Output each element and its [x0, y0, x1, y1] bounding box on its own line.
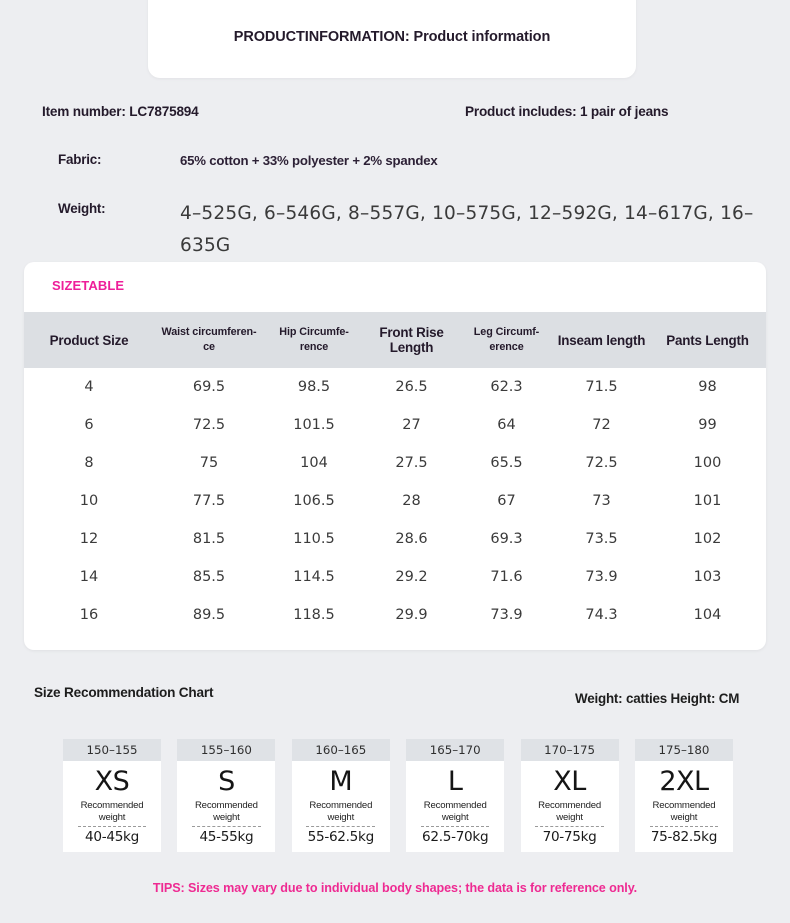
- product-information-title: PRODUCTINFORMATION: Product information: [233, 29, 551, 45]
- weight-value: 4–525G, 6–546G, 8–557G, 10–575G, 12–592G, 14–617G, 16–635G: [180, 203, 754, 256]
- size-table-column-header: Pants Length: [666, 332, 749, 348]
- dashed-divider: [535, 826, 604, 827]
- table-row: [24, 596, 766, 634]
- measurement-cell: 64: [497, 417, 516, 433]
- measurement-cell: 69.5: [192, 379, 226, 395]
- size-cell: 10: [79, 493, 99, 509]
- measurement-cell: 72.5: [192, 417, 226, 433]
- measurement-cell: 102: [693, 531, 722, 547]
- measurement-cell: 67: [497, 493, 516, 509]
- measurement-cell: 77.5: [192, 493, 226, 509]
- size-letter-label: M: [329, 766, 353, 797]
- size-card-body: [635, 761, 733, 852]
- measurement-cell: 26.5: [395, 379, 428, 395]
- size-table-head: [24, 312, 766, 368]
- measurement-cell: 104: [693, 607, 722, 623]
- measurement-cell: 72: [592, 417, 611, 433]
- recommended-weight-value: 40-45kg: [85, 829, 139, 845]
- size-letter-label: L: [447, 766, 463, 797]
- dashed-divider: [192, 826, 261, 827]
- table-row: [24, 444, 766, 482]
- measurement-cell: 29.9: [395, 607, 428, 623]
- table-row: [24, 406, 766, 444]
- measurement-cell: 98: [698, 379, 717, 395]
- recommended-weight-label: Recommended weight: [423, 800, 487, 823]
- measurement-cell: 100: [693, 455, 722, 471]
- size-card-body: [406, 761, 504, 852]
- measurement-cell: 118.5: [293, 607, 335, 623]
- height-range-label: 160–165: [292, 739, 390, 761]
- size-recommendation-card: [406, 739, 504, 852]
- size-cell: 14: [79, 569, 99, 585]
- dashed-divider: [78, 826, 147, 827]
- measurement-cell: 81.5: [192, 531, 226, 547]
- size-recommendation-card: [521, 739, 619, 852]
- measurement-cell: 106.5: [293, 493, 335, 509]
- measurement-cell: 110.5: [293, 531, 335, 547]
- table-row: [24, 558, 766, 596]
- table-row: [24, 368, 766, 406]
- size-card-body: [63, 761, 161, 852]
- recommended-weight-value: 62.5-70kg: [422, 829, 489, 845]
- measurement-cell: 72.5: [585, 455, 618, 471]
- size-recommendation-cards: [63, 739, 733, 852]
- measurement-cell: 27: [402, 417, 421, 433]
- weight-label: Weight:: [58, 201, 106, 216]
- measurement-cell: 73: [592, 493, 611, 509]
- product-meta-row: [0, 104, 790, 128]
- measurement-cell: 73.5: [585, 531, 618, 547]
- size-table-column-header: Hip Circumfe-rence: [279, 326, 349, 353]
- height-range-label: 165–170: [406, 739, 504, 761]
- recommended-weight-label: Recommended weight: [309, 800, 373, 823]
- height-range-label: 150–155: [63, 739, 161, 761]
- dashed-divider: [650, 826, 719, 827]
- size-cell: 16: [79, 607, 99, 623]
- size-cell: 12: [79, 531, 99, 547]
- item-number-text: Item number: LC7875894: [42, 104, 199, 119]
- measurement-cell: 101: [693, 493, 722, 509]
- size-recommendation-title: Size Recommendation Chart: [34, 685, 214, 700]
- size-table: [24, 312, 766, 634]
- measurement-cell: 62.3: [490, 379, 523, 395]
- size-card-body: [177, 761, 275, 852]
- size-cell: 4: [84, 379, 94, 395]
- size-table-column-header: Leg Circumf-erence: [473, 326, 540, 353]
- measurement-cell: 69.3: [490, 531, 523, 547]
- recommended-weight-value: 55-62.5kg: [307, 829, 374, 845]
- measurement-cell: 103: [693, 569, 722, 585]
- recommended-weight-label: Recommended weight: [80, 800, 144, 823]
- measurement-cell: 74.3: [585, 607, 618, 623]
- size-table-column-header: Product Size: [49, 332, 129, 348]
- height-range-label: 155–160: [177, 739, 275, 761]
- size-recommendation-units: Weight: catties Height: CM: [575, 691, 740, 706]
- recommended-weight-value: 45-55kg: [199, 829, 254, 845]
- dashed-divider: [421, 826, 490, 827]
- size-letter-label: 2XL: [659, 766, 709, 797]
- product-includes-text: Product includes: 1 pair of jeans: [465, 104, 669, 119]
- size-table-column-header: Front Rise Length: [379, 325, 444, 355]
- recommended-weight-value: 75-82.5kg: [650, 829, 718, 845]
- measurement-cell: 29.2: [395, 569, 428, 585]
- size-cell: 6: [84, 417, 94, 433]
- recommended-weight-label: Recommended weight: [652, 800, 716, 823]
- size-cell: 8: [84, 455, 94, 471]
- measurement-cell: 71.6: [490, 569, 523, 585]
- measurement-cell: 65.5: [490, 455, 523, 471]
- size-recommendation-card: [292, 739, 390, 852]
- product-information-card: [148, 0, 636, 78]
- size-recommendation-card: [635, 739, 733, 852]
- measurement-cell: 28.6: [395, 531, 428, 547]
- measurement-cell: 73.9: [490, 607, 523, 623]
- table-row: [24, 482, 766, 520]
- recommended-weight-value: 70-75kg: [542, 829, 597, 845]
- recommended-weight-label: Recommended weight: [538, 800, 601, 823]
- measurement-cell: 114.5: [293, 569, 335, 585]
- measurement-cell: 28: [402, 493, 421, 509]
- fabric-row: [0, 152, 790, 174]
- size-table-header-row: [24, 312, 766, 368]
- size-table-body: [24, 368, 766, 634]
- measurement-cell: 85.5: [192, 569, 226, 585]
- measurement-cell: 73.9: [585, 569, 618, 585]
- tips-text: TIPS: Sizes may vary due to individual body shapes; the data is for reference only.: [152, 881, 638, 895]
- size-letter-label: S: [218, 766, 235, 797]
- size-table-column-header: Waist circumferen-ce: [161, 326, 257, 353]
- size-table-column-header: Inseam length: [557, 332, 646, 348]
- size-card-body: [521, 761, 619, 852]
- measurement-cell: 75: [199, 455, 219, 471]
- measurement-cell: 99: [698, 417, 717, 433]
- measurement-cell: 89.5: [192, 607, 226, 623]
- table-row: [24, 520, 766, 558]
- measurement-cell: 71.5: [585, 379, 618, 395]
- measurement-cell: 98.5: [297, 379, 331, 395]
- height-range-label: 170–175: [521, 739, 619, 761]
- recommended-weight-label: Recommended weight: [194, 800, 258, 823]
- size-table-title: SIZETABLE: [52, 278, 125, 293]
- size-letter-label: XL: [553, 766, 586, 797]
- height-range-label: 175–180: [635, 739, 733, 761]
- size-recommendation-card: [177, 739, 275, 852]
- measurement-cell: 104: [300, 455, 328, 471]
- dashed-divider: [306, 826, 375, 827]
- size-recommendation-card: [63, 739, 161, 852]
- fabric-value: 65% cotton + 33% polyester + 2% spandex: [180, 153, 438, 168]
- measurement-cell: 27.5: [395, 455, 428, 471]
- size-card-body: [292, 761, 390, 852]
- measurement-cell: 101.5: [293, 417, 335, 433]
- fabric-label: Fabric:: [58, 152, 102, 167]
- size-letter-label: XS: [94, 766, 130, 797]
